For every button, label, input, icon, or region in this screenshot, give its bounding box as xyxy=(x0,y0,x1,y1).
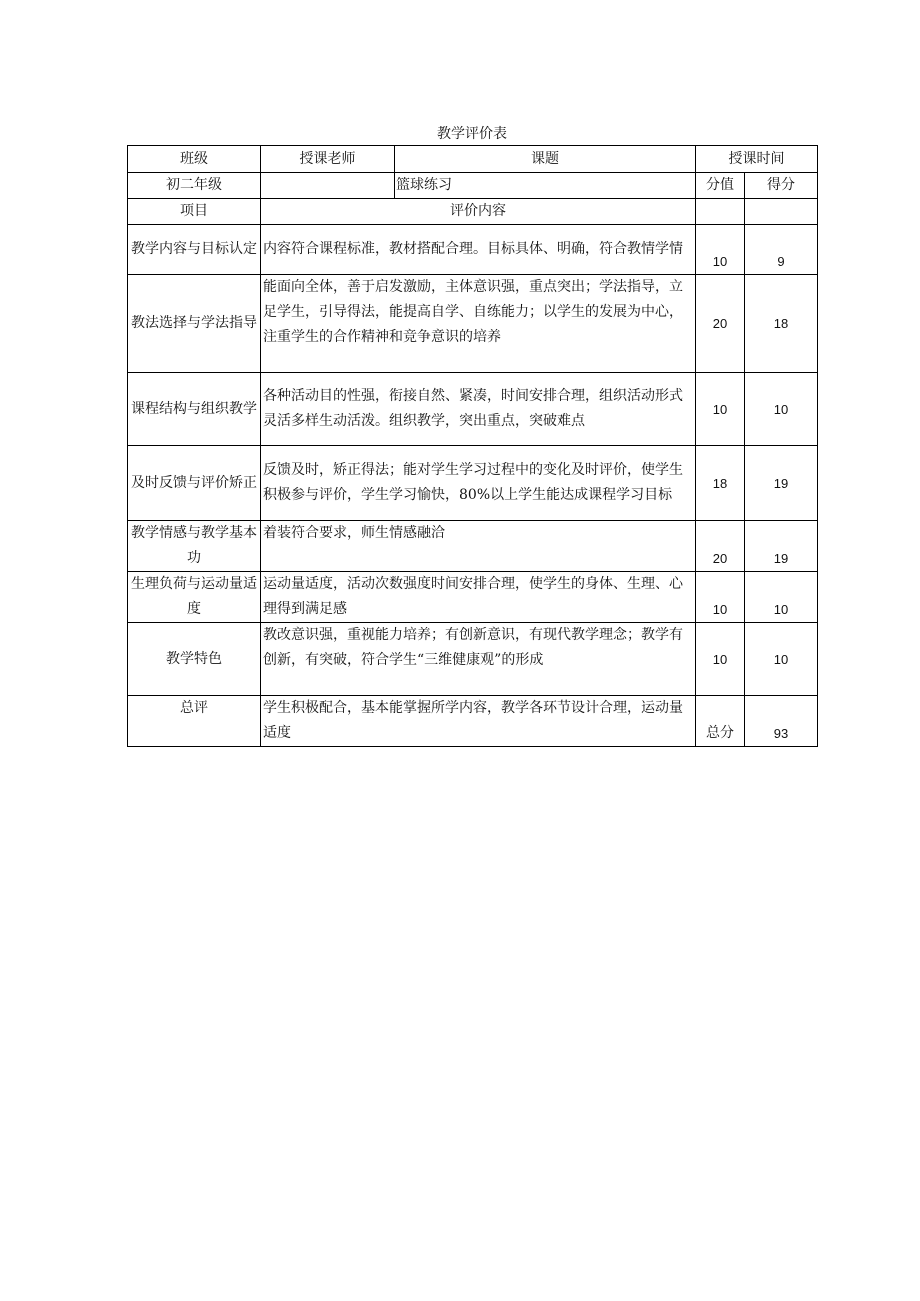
row-item: 课程结构与组织教学 xyxy=(128,373,261,446)
row-score: 18 xyxy=(696,446,745,521)
info-row xyxy=(128,173,818,199)
summary-row xyxy=(128,696,818,747)
row-got: 19 xyxy=(745,521,818,572)
row-content: 着装符合要求，师生情感融洽 xyxy=(261,521,696,572)
header-row xyxy=(128,146,818,173)
table-row xyxy=(128,521,818,572)
row-got: 19 xyxy=(745,446,818,521)
teacher-value xyxy=(261,173,395,199)
empty-cell xyxy=(696,199,745,225)
row-item: 教法选择与学法指导 xyxy=(128,275,261,373)
row-got: 10 xyxy=(745,572,818,623)
item-label: 项目 xyxy=(128,199,261,225)
row-score: 10 xyxy=(696,572,745,623)
summary-content: 学生积极配合，基本能掌握所学内容，教学各环节设计合理，运动量适度 xyxy=(261,696,696,747)
row-score: 20 xyxy=(696,521,745,572)
row-item: 教学内容与目标认定 xyxy=(128,225,261,275)
row-content: 各种活动目的性强，衔接自然、紧凑，时间安排合理，组织活动形式灵活多样生动活泼。组织教学，突出重点，突破难点 xyxy=(261,373,696,446)
score-label: 分值 xyxy=(696,173,745,199)
content-label: 评价内容 xyxy=(261,199,696,225)
teacher-label: 授课老师 xyxy=(261,146,395,173)
row-item: 教学特色 xyxy=(128,623,261,696)
time-label: 授课时间 xyxy=(696,146,818,173)
row-item: 教学情感与教学基本功 xyxy=(128,521,261,572)
table-row xyxy=(128,446,818,521)
row-score: 20 xyxy=(696,275,745,373)
table-row xyxy=(128,623,818,696)
table-row xyxy=(128,373,818,446)
class-value: 初二年级 xyxy=(128,173,261,199)
row-score: 10 xyxy=(696,373,745,446)
row-content: 教改意识强，重视能力培养；有创新意识，有现代教学理念；教学有创新，有突破，符合学生“三维健康观”的形成 xyxy=(261,623,696,696)
topic-label: 课题 xyxy=(395,146,696,173)
table-row xyxy=(128,275,818,373)
table-row xyxy=(128,572,818,623)
row-content: 能面向全体，善于启发激励，主体意识强，重点突出；学法指导，立足学生，引导得法，能提高自学、自练能力；以学生的发展为中心，注重学生的合作精神和竞争意识的培养 xyxy=(261,275,696,373)
topic-value: 篮球练习 xyxy=(395,173,696,199)
summary-label: 总评 xyxy=(128,696,261,747)
row-got: 9 xyxy=(745,225,818,275)
empty-cell xyxy=(745,199,818,225)
row-got: 18 xyxy=(745,275,818,373)
got-label: 得分 xyxy=(745,173,818,199)
class-label: 班级 xyxy=(128,146,261,173)
row-content: 内容符合课程标准，教材搭配合理。目标具体、明确，符合教情学情 xyxy=(261,225,696,275)
row-score: 10 xyxy=(696,623,745,696)
row-item: 生理负荷与运动量适度 xyxy=(128,572,261,623)
column-header-row xyxy=(128,199,818,225)
evaluation-table xyxy=(127,145,818,747)
row-content: 反馈及时，矫正得法；能对学生学习过程中的变化及时评价，使学生积极参与评价，学生学习愉快，80%以上学生能达成课程学习目标 xyxy=(261,446,696,521)
total-value: 93 xyxy=(745,696,818,747)
page-title: 教学评价表 xyxy=(437,126,507,142)
row-content: 运动量适度，活动次数强度时间安排合理，使学生的身体、生理、心理得到满足感 xyxy=(261,572,696,623)
row-score: 10 xyxy=(696,225,745,275)
total-label: 总分 xyxy=(696,696,745,747)
row-item: 及时反馈与评价矫正 xyxy=(128,446,261,521)
table-row xyxy=(128,225,818,275)
row-got: 10 xyxy=(745,373,818,446)
row-got: 10 xyxy=(745,623,818,696)
